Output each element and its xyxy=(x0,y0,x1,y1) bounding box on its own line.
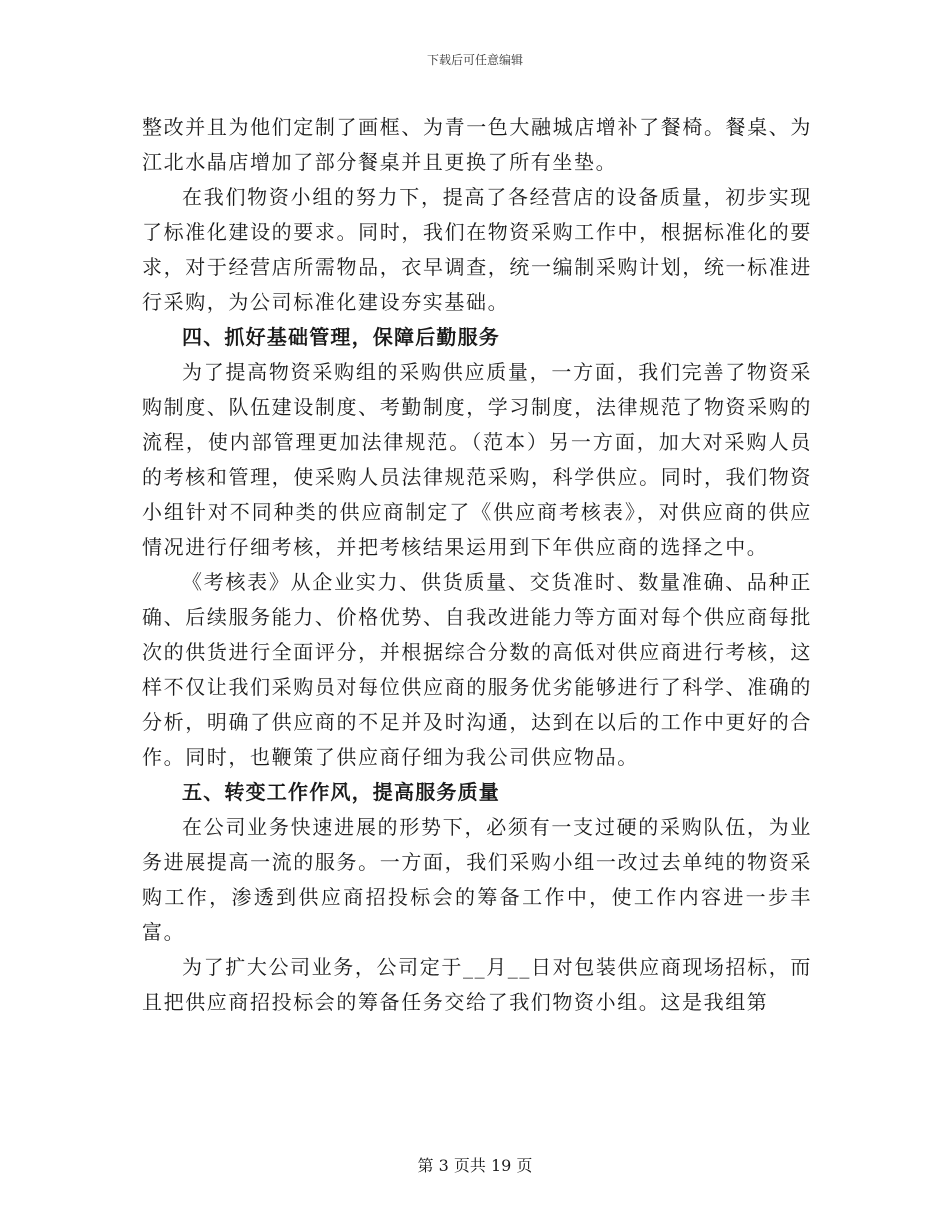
document-body xyxy=(142,110,812,1020)
page-footer: 第 3 页共 19 页 xyxy=(417,1156,533,1175)
paragraph: 在公司业务快速进展的形势下，必须有一支过硬的采购队伍，为业务进展提高一流的服务。一方面，我们采购小组一改过去单纯的物资采购工作，渗透到供应商招投标会的筹备工作中，使工作内容进一步丰富。 xyxy=(142,815,812,944)
page-header: 下载后可任意编辑 xyxy=(426,53,523,67)
section-heading: 四、抓好基础管理，保障后勤服务 xyxy=(182,325,500,349)
paragraph: 在我们物资小组的努力下，提高了各经营店的设备质量，初步实现了标准化建设的要求。同时，我们在物资采购工作中，根据标准化的要求，对于经营店所需物品，衣早调查，统一编制采购计划，统一标准进行采购，为公司标准化建设夯实基础。 xyxy=(142,185,812,314)
paragraph: 为了提高物资采购组的采购供应质量，一方面，我们完善了物资采购制度、队伍建设制度、考勤制度，学习制度，法律规范了物资采购的流程，使内部管理更加法律规范。（范本）另一方面，加大对采购人员的考核和管理，使采购人员法律规范采购，科学供应。同时，我们物资小组针对不同种类的供应商制定了《供应商考核表》，对供应商的供应情况进行仔细考核，并把考核结果运用到下年供应商的选择之中。 xyxy=(142,360,812,559)
paragraph-continued: 整改并且为他们定制了画框、为青一色大融城店增补了餐椅。餐桌、为江北水晶店增加了部分餐桌并且更换了所有坐垫。 xyxy=(142,115,812,174)
paragraph: 为了扩大公司业务，公司定于__月__日对包装供应商现场招标，而且把供应商招投标会的筹备任务交给了我们物资小组。这是我组第 xyxy=(142,955,812,1014)
section-heading: 五、转变工作作风，提高服务质量 xyxy=(182,780,500,804)
paragraph: 《考核表》从企业实力、供货质量、交货准时、数量准确、品种正确、后续服务能力、价格优势、自我改进能力等方面对每个供应商每批次的供货进行全面评分，并根据综合分数的高低对供应商进行考核，这样不仅让我们采购员对每位供应商的服务优劣能够进行了科学、准确的分析，明确了供应商的不足并及时沟通，达到在以后的工作中更好的合作。同时，也鞭策了供应商仔细为我公司供应物品。 xyxy=(142,570,812,769)
